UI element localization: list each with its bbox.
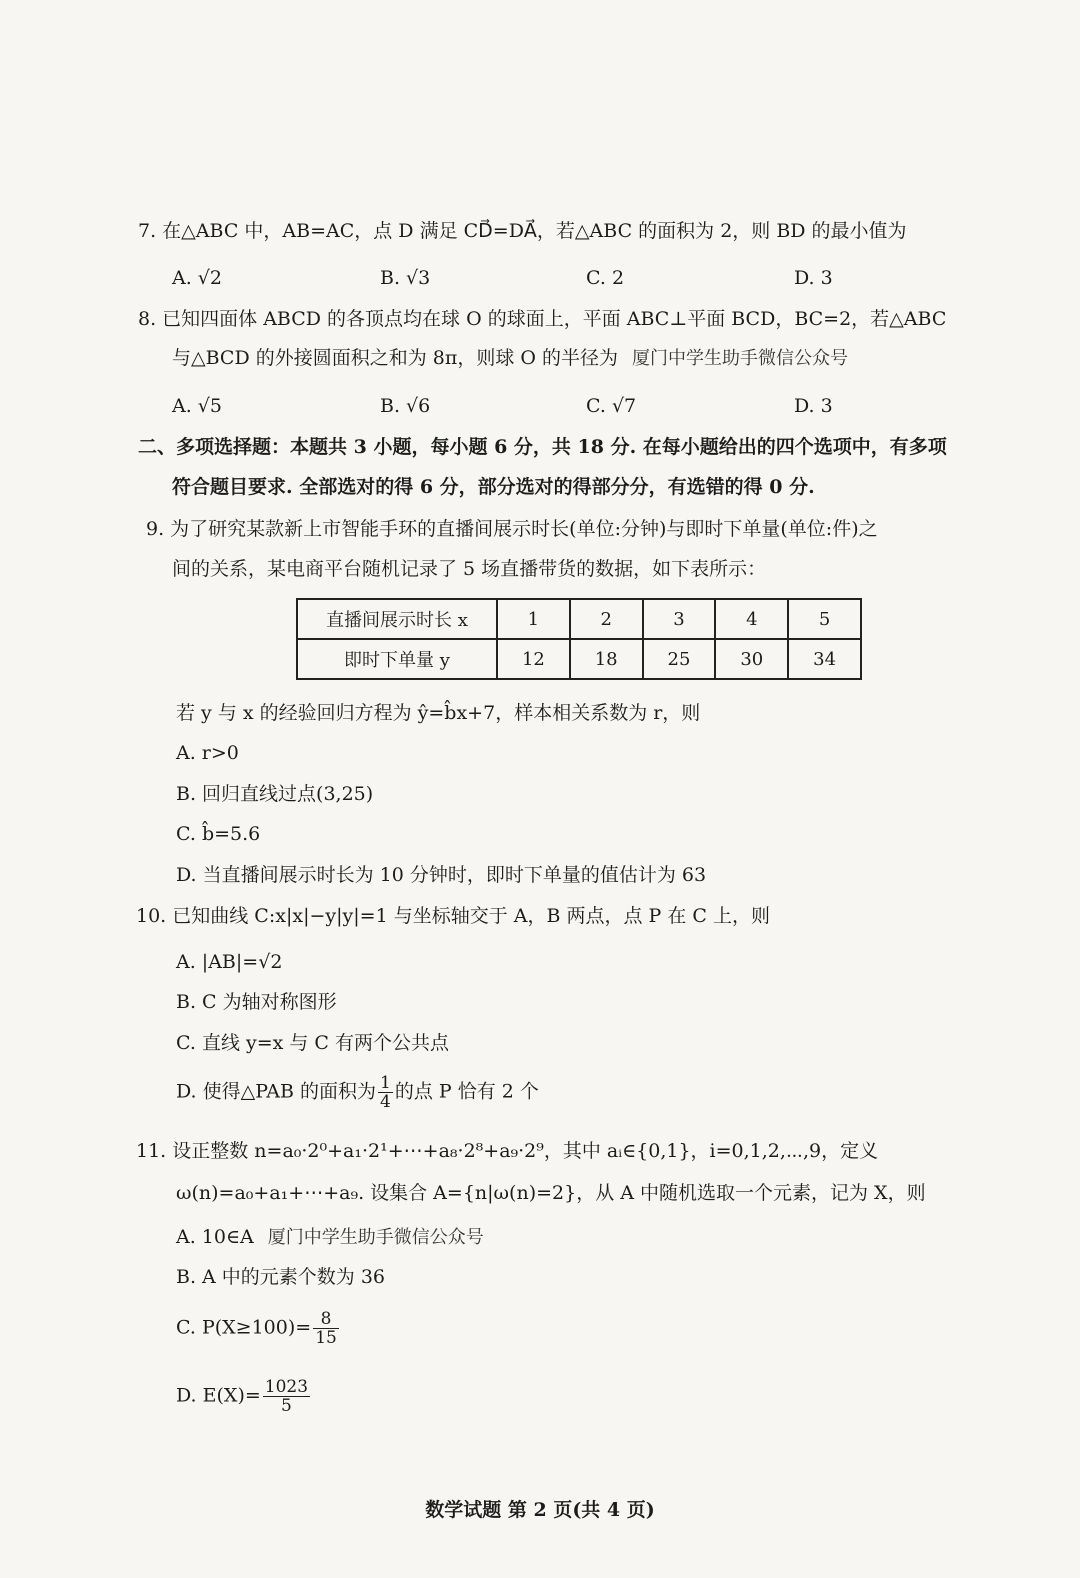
q9-option-b: B. 回归直线过点(3,25) [176,783,374,805]
fraction-denominator: 15 [315,1328,337,1348]
q8-option-a: A. √5 [172,395,222,417]
q9-stem-line1: 9. 为了研究某款新上市智能手环的直播间展示时长(单位:分钟)与即时下单量(单位:件)之 [146,518,878,540]
q11-option-c-prefix: C. P(X≥100)= [176,1316,312,1339]
table-row-label: 直播间展示时长 x [297,599,497,639]
fraction-denominator: 4 [380,1092,391,1112]
fraction-denominator: 5 [281,1396,292,1416]
table-cell: 30 [715,639,788,679]
q11-option-d [176,1378,312,1415]
q10-stem: 10. 已知曲线 C:x|x|−y|y|=1 与坐标轴交于 A，B 两点，点 P 在 C 上，则 [136,905,770,927]
table-cell: 18 [570,639,643,679]
q8-stem-text: 与△BCD 的外接圆面积之和为 8π，则球 O 的半径为 [172,347,619,369]
q8-option-b: B. √6 [380,395,431,417]
watermark-text: 厦门中学生助手微信公众号 [267,1227,484,1248]
watermark-text: 厦门中学生助手微信公众号 [632,348,849,369]
q7-option-c: C. 2 [586,267,625,289]
q8-option-d: D. 3 [794,395,833,417]
fraction-one-quarter [378,1074,393,1111]
q10-option-b: B. C 为轴对称图形 [176,991,337,1013]
q9-option-c: C. b̂=5.6 [176,823,261,845]
q11-option-c [176,1310,341,1347]
table-cell: 3 [643,599,716,639]
q10-option-a: A. |AB|=√2 [176,951,283,973]
q8-option-c: C. √7 [586,395,637,417]
q7-option-d: D. 3 [794,267,833,289]
fraction-numerator: 8 [313,1310,339,1329]
q11-option-a [176,1224,484,1251]
table-cell: 4 [715,599,788,639]
table-cell: 34 [788,639,861,679]
q10-option-c: C. 直线 y=x 与 C 有两个公共点 [176,1032,450,1054]
q10-option-d-prefix: D. 使得△PAB 的面积为 [176,1080,377,1103]
section2-instructions-line2: 符合题目要求. 全部选对的得 6 分，部分选对的得部分分，有选错的得 0 分. [172,476,815,498]
q9-option-d: D. 当直播间展示时长为 10 分钟时，即时下单量的值估计为 63 [176,864,707,886]
table-row-label: 即时下单量 y [297,639,497,679]
q11-stem-line1: 11. 设正整数 n=a₀·2⁰+a₁·2¹+⋯+a₈·2⁸+a₉·2⁹，其中 aᵢ∈{0,1}，i=0,1,2,⋯,9，定义 [136,1140,879,1162]
q11-option-b: B. A 中的元素个数为 36 [176,1266,386,1288]
table-cell: 1 [497,599,570,639]
q8-stem-line2 [172,345,848,372]
table-cell: 5 [788,599,861,639]
table-cell: 25 [643,639,716,679]
q7-option-b: B. √3 [380,267,431,289]
table-row [297,599,861,639]
table-cell: 2 [570,599,643,639]
fraction-eight-fifteenths [313,1310,339,1347]
q9-option-a: A. r>0 [176,742,239,764]
q9-stem-line2: 间的关系，某电商平台随机记录了 5 场直播带货的数据，如下表所示： [172,558,767,580]
q10-option-d-suffix: 的点 P 恰有 2 个 [394,1080,539,1103]
fraction-numerator: 1023 [264,1377,309,1397]
fraction-numerator: 1 [380,1073,391,1093]
q11-stem-line2: ω(n)=a₀+a₁+⋯+a₉. 设集合 A={n|ω(n)=2}，从 A 中随机选取一个元素，记为 X，则 [176,1182,926,1204]
q11-option-d-prefix: D. E(X)= [176,1384,261,1407]
table-cell: 12 [497,639,570,679]
q7-stem: 7. 在△ABC 中，AB=AC，点 D 满足 CD⃗=DA⃗，若△ABC 的面积为 2，则 BD 的最小值为 [138,220,907,242]
page-footer: 数学试题 第 2 页(共 4 页) [425,1499,655,1521]
q9-stem-line3: 若 y 与 x 的经验回归方程为 ŷ=b̂x+7，样本相关系数为 r，则 [176,702,701,724]
fraction-expectation [263,1378,310,1415]
section2-instructions-line1: 二、多项选择题：本题共 3 小题，每小题 6 分，共 18 分. 在每小题给出的四个选项中，有多项 [138,436,947,458]
q8-stem-line1: 8. 已知四面体 ABCD 的各顶点均在球 O 的球面上，平面 ABC⊥平面 BCD，BC=2，若△ABC [138,308,947,330]
table-row [297,639,861,679]
q10-option-d [176,1074,539,1111]
q9-data-table [296,598,862,680]
q7-option-a: A. √2 [172,267,222,289]
q11-option-a-text: A. 10∈A [176,1226,254,1248]
